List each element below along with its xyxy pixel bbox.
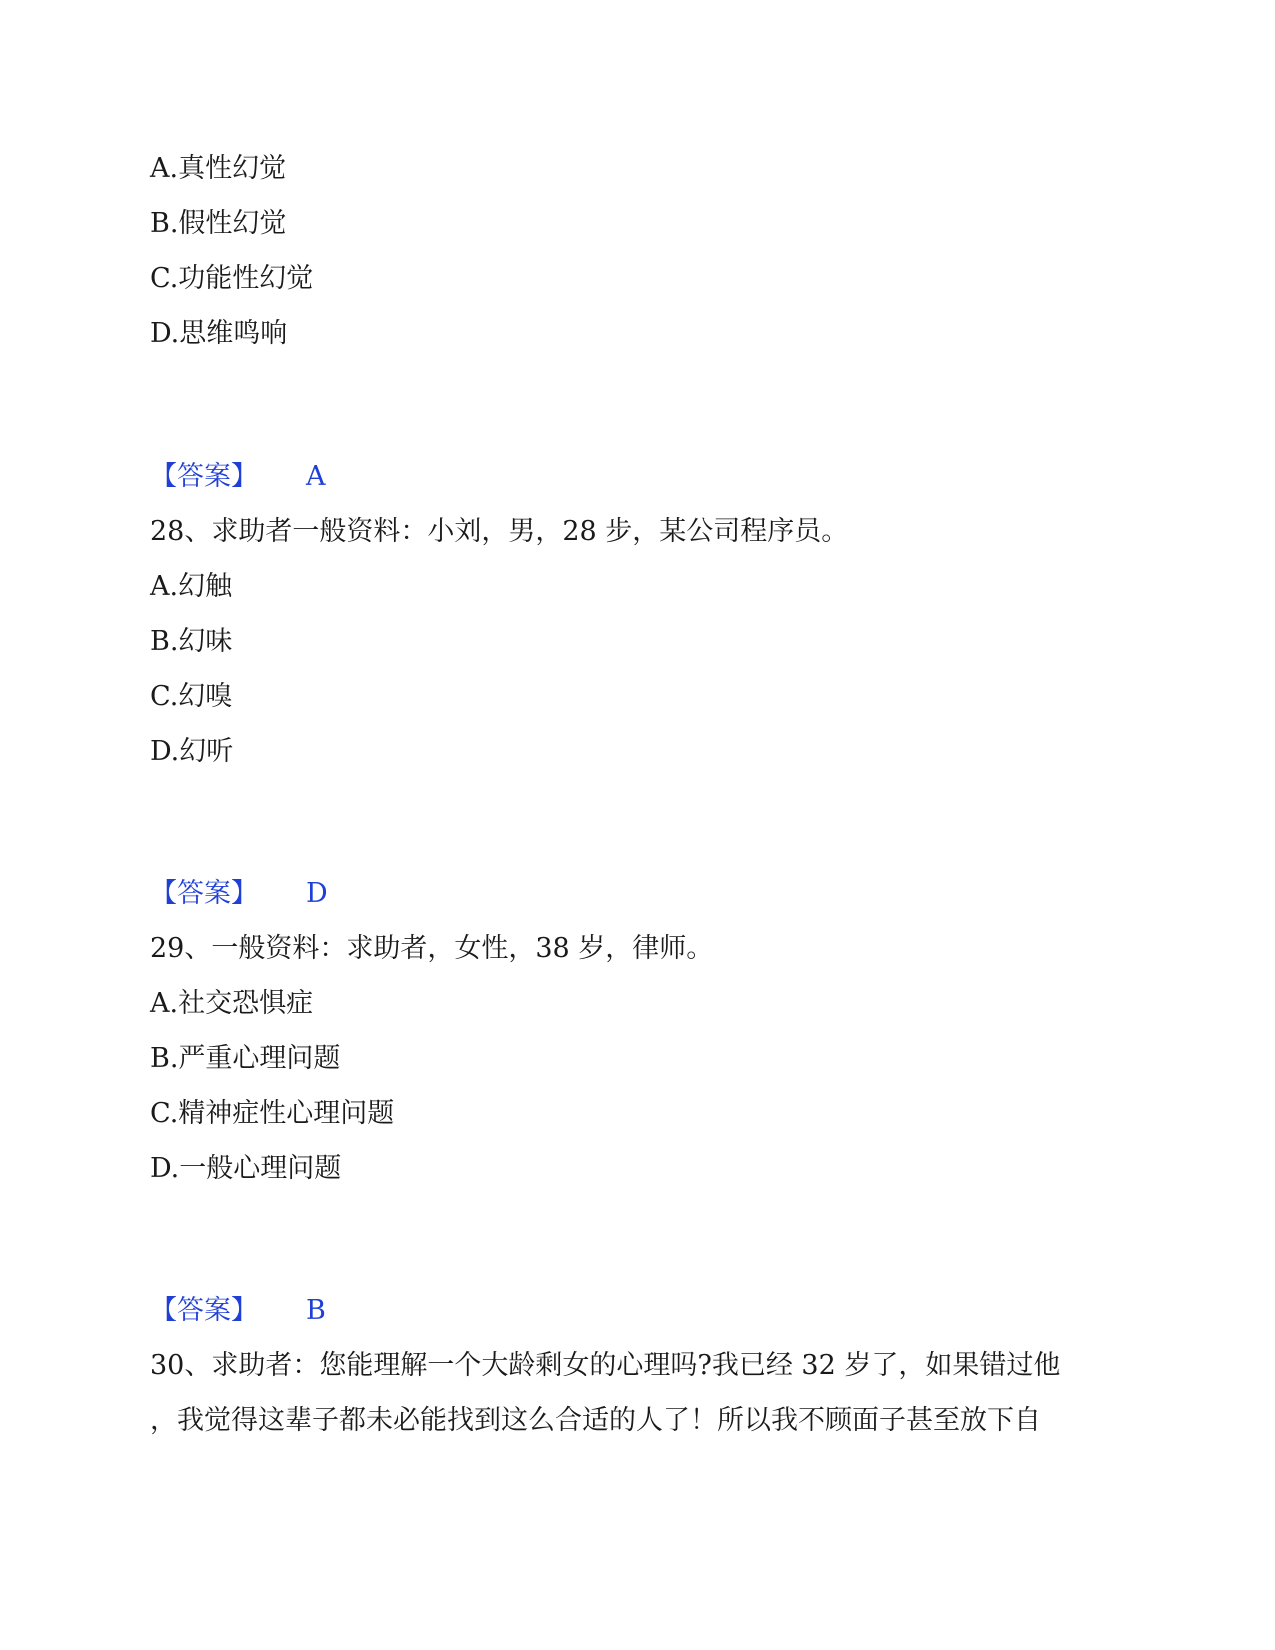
q27-option-b: B.假性幻觉 [150,208,287,239]
answer-label: 【答案】 [150,1295,258,1326]
q29-option-c: C.精神症性心理问题 [150,1098,395,1129]
q29-option-d: D.一般心理问题 [150,1153,342,1184]
q27-option-c: C.功能性幻觉 [150,263,314,294]
q27-option-d: D.思维鸣响 [150,318,288,349]
q28-stem: 28、求助者一般资料：小刘，男，28 步，某公司程序员。 [150,516,849,547]
q29-answer [150,1294,326,1328]
q28-option-c: C.幻嗅 [150,681,233,712]
q27-answer [150,460,326,494]
q30-stem-line-1: 30、求助者：您能理解一个大龄剩女的心理吗?我已经 32 岁了，如果错过他 [150,1350,1061,1381]
q29-option-a: A.社交恐惧症 [150,988,314,1019]
q27-option-a: A.真性幻觉 [150,153,287,184]
q29-option-b: B.严重心理问题 [150,1043,341,1074]
q28-option-a: A.幻触 [150,571,233,602]
q28-option-b: B.幻味 [150,626,233,657]
answer-letter: D [306,878,328,909]
q30-stem-line-2: ，我觉得这辈子都未必能找到这么合适的人了！所以我不顾面子甚至放下自 [150,1405,1041,1436]
q29-stem: 29、一般资料：求助者，女性，38 岁，律师。 [150,933,714,964]
answer-letter: A [306,461,326,492]
q28-answer [150,877,328,911]
answer-letter: B [306,1295,326,1326]
answer-label: 【答案】 [150,878,258,909]
answer-label: 【答案】 [150,461,258,492]
q28-option-d: D.幻听 [150,736,234,767]
